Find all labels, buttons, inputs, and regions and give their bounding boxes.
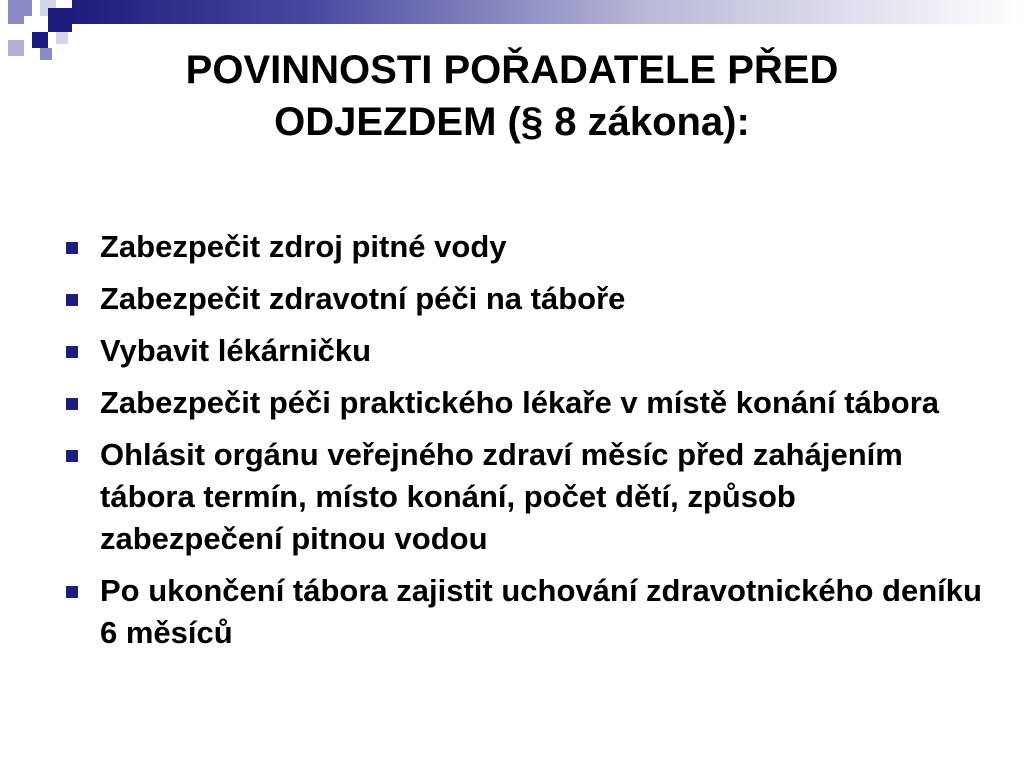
slide-title-line-2: ODJEZDEM (§ 8 zákona):	[274, 100, 750, 144]
decorative-square	[8, 40, 24, 56]
bullet-text: Vybavit lékárničku	[100, 333, 372, 368]
bullet-item	[62, 570, 982, 654]
header-decoration-band	[72, 0, 1024, 24]
bullet-text: Zabezpečit péči praktického lékaře v místě konání tábora	[100, 385, 940, 420]
bullet-list	[62, 226, 982, 664]
bullet-item	[62, 330, 982, 372]
bullet-item	[62, 226, 982, 268]
decorative-square	[56, 32, 68, 44]
bullet-item	[62, 382, 982, 424]
decorative-square	[48, 8, 72, 32]
square-bullet-icon	[66, 398, 78, 410]
square-bullet-icon	[66, 450, 78, 462]
bullet-text: Zabezpečit zdravotní péči na táboře	[100, 281, 626, 316]
decorative-square	[40, 48, 52, 60]
slide-title	[60, 44, 964, 148]
square-bullet-icon	[66, 294, 78, 306]
bullet-text: Ohlásit orgánu veřejného zdraví měsíc před zahájením tábora termín, místo konání, počet dětí, způsob zabezpečení pitnou vodou	[100, 437, 903, 556]
bullet-text: Po ukončení tábora zajistit uchování zdravotnického deníku 6 měsíců	[100, 573, 982, 650]
decorative-square	[32, 32, 48, 48]
decorative-square	[24, 16, 40, 32]
bullet-text: Zabezpečit zdroj pitné vody	[100, 229, 507, 264]
square-bullet-icon	[66, 586, 78, 598]
square-bullet-icon	[66, 346, 78, 358]
bullet-item	[62, 434, 982, 560]
slide-title-line-1: POVINNOSTI POŘADATELE PŘED	[185, 48, 839, 92]
bullet-item	[62, 278, 982, 320]
square-bullet-icon	[66, 242, 78, 254]
